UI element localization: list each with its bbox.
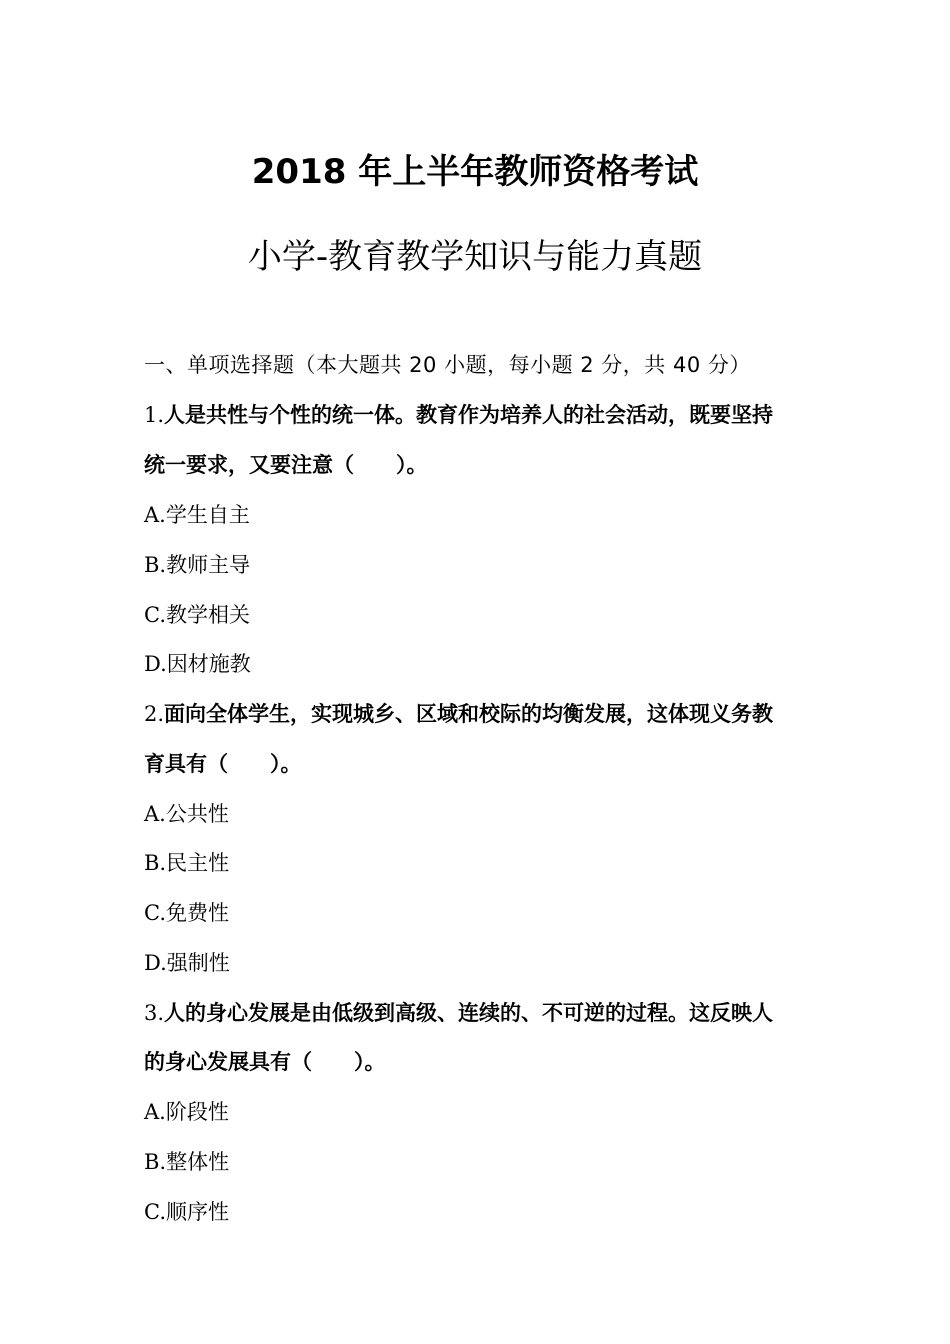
question-3-option-a: A.阶段性 <box>144 1100 229 1124</box>
question-1-number: 1. <box>144 403 165 427</box>
question-2-option-a: A.公共性 <box>144 802 229 826</box>
document-title: 2018 年上半年教师资格考试 <box>251 152 699 192</box>
question-3-option-b: B.整体性 <box>144 1150 230 1174</box>
question-1-option-b: B.教师主导 <box>144 553 251 577</box>
question-1-text-line-1: 人是共性与个性的统一体。教育作为培养人的社会活动，既要坚持 <box>164 403 774 427</box>
question-1-stem-line-1 <box>144 400 814 430</box>
question-1-option-c: C.教学相关 <box>144 603 250 627</box>
question-2-text-line-1: 面向全体学生，实现城乡、区域和校际的均衡发展，这体现义务教 <box>164 702 774 726</box>
question-3-stem-line-2: 的身心发展具有（ ）。 <box>144 1050 386 1074</box>
question-1-option-a: A.学生自主 <box>144 503 250 527</box>
question-2-option-d: D.强制性 <box>144 951 230 975</box>
question-2-option-c: C.免费性 <box>144 901 229 925</box>
question-2-stem-line-1 <box>144 699 814 729</box>
question-2-option-b: B.民主性 <box>144 851 230 875</box>
question-1-stem-line-2: 统一要求，又要注意（ ）。 <box>144 453 428 477</box>
question-3-number: 3. <box>144 1001 165 1025</box>
question-3-option-c: C.顺序性 <box>144 1200 229 1224</box>
section-heading: 一、单项选择题（本大题共 20 小题，每小题 2 分，共 40 分） <box>144 353 751 377</box>
question-3-text-line-1: 人的身心发展是由低级到高级、连续的、不可逆的过程。这反映人 <box>164 1001 774 1025</box>
question-3-stem-line-1 <box>144 998 814 1028</box>
document-subtitle: 小学-教育教学知识与能力真题 <box>247 237 703 277</box>
question-2-number: 2. <box>144 702 165 726</box>
question-1-option-d: D.因材施教 <box>144 652 251 676</box>
question-2-stem-line-2: 育具有（ ）。 <box>144 752 302 776</box>
